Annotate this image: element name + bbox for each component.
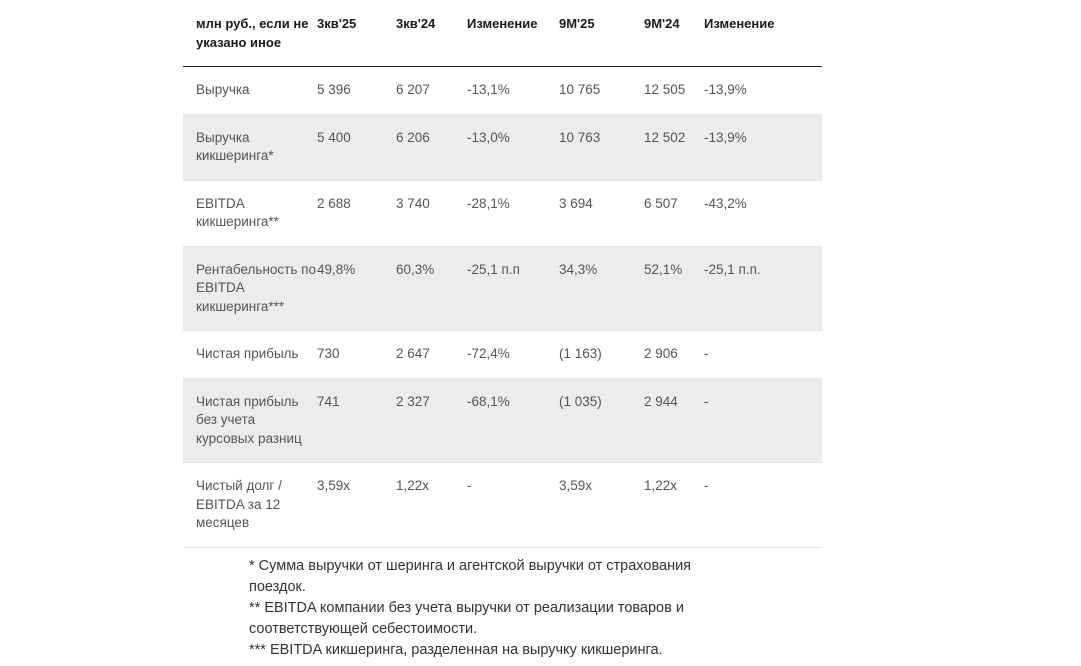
header-metric: млн руб., если не указано иное <box>183 0 317 67</box>
cell-value: (1 035) <box>559 378 644 463</box>
table-row <box>183 114 822 180</box>
cell-value: 10 763 <box>559 114 644 180</box>
header-change-q: Изменение <box>467 0 559 67</box>
cell-value: -68,1% <box>467 378 559 463</box>
cell-value: 1,22x <box>644 463 704 548</box>
cell-value: 2 944 <box>644 378 704 463</box>
cell-value: 2 647 <box>396 331 467 379</box>
cell-value: 12 505 <box>644 67 704 115</box>
table-row <box>183 331 822 379</box>
cell-value: -13,9% <box>704 67 822 115</box>
cell-value: - <box>704 378 822 463</box>
footnotes <box>249 556 719 661</box>
header-change-9m: Изменение <box>704 0 822 67</box>
cell-value: - <box>467 463 559 548</box>
cell-value: 60,3% <box>396 246 467 331</box>
row-label: EBITDA кикшеринга** <box>183 180 317 246</box>
cell-value: 12 502 <box>644 114 704 180</box>
cell-value: 741 <box>317 378 396 463</box>
cell-value: - <box>704 463 822 548</box>
row-label: Чистая прибыль без учета курсовых разниц <box>183 378 317 463</box>
cell-value: -13,1% <box>467 67 559 115</box>
cell-value: -13,0% <box>467 114 559 180</box>
cell-value: -25,1 п.п. <box>704 246 822 331</box>
table-row <box>183 180 822 246</box>
cell-value: 34,3% <box>559 246 644 331</box>
cell-value: -13,9% <box>704 114 822 180</box>
cell-value: -43,2% <box>704 180 822 246</box>
cell-value: 52,1% <box>644 246 704 331</box>
table-row <box>183 246 822 331</box>
table-row <box>183 67 822 115</box>
cell-value: 1,22x <box>396 463 467 548</box>
table-row <box>183 378 822 463</box>
cell-value: 2 327 <box>396 378 467 463</box>
cell-value: -72,4% <box>467 331 559 379</box>
cell-value: 730 <box>317 331 396 379</box>
cell-value: 6 507 <box>644 180 704 246</box>
cell-value: (1 163) <box>559 331 644 379</box>
table-row <box>183 463 822 548</box>
cell-value: 3 694 <box>559 180 644 246</box>
cell-value: 2 906 <box>644 331 704 379</box>
footnote-1: * Сумма выручки от шеринга и агентской выручки от страхования поездок. <box>249 558 692 595</box>
cell-value: 3 740 <box>396 180 467 246</box>
row-label: Выручка кикшеринга* <box>183 114 317 180</box>
cell-value: 6 206 <box>396 114 467 180</box>
cell-value: -25,1 п.п <box>467 246 559 331</box>
row-label: Чистый долг / EBITDA за 12 месяцев <box>183 463 317 548</box>
table-header-row <box>183 0 822 67</box>
footnote-2: ** EBITDA компании без учета выручки от реализации товаров и соответствующей себестоимости. <box>249 600 684 637</box>
header-9m-24: 9M'24 <box>644 0 704 67</box>
financial-table-container <box>183 0 822 548</box>
row-label: Чистая прибыль <box>183 331 317 379</box>
footnote-3: *** EBITDA кикшеринга, разделенная на выручку кикшеринга. <box>249 642 663 658</box>
cell-value: 3,59x <box>559 463 644 548</box>
header-9m-25: 9M'25 <box>559 0 644 67</box>
cell-value: 3,59x <box>317 463 396 548</box>
cell-value: 5 400 <box>317 114 396 180</box>
cell-value: - <box>704 331 822 379</box>
header-q3-24: 3кв'24 <box>396 0 467 67</box>
financial-results-table <box>183 0 822 548</box>
row-label: Рентабельность по EBITDA кикшеринга*** <box>183 246 317 331</box>
header-q3-25: 3кв'25 <box>317 0 396 67</box>
cell-value: -28,1% <box>467 180 559 246</box>
cell-value: 6 207 <box>396 67 467 115</box>
row-label: Выручка <box>183 67 317 115</box>
cell-value: 5 396 <box>317 67 396 115</box>
cell-value: 10 765 <box>559 67 644 115</box>
cell-value: 49,8% <box>317 246 396 331</box>
cell-value: 2 688 <box>317 180 396 246</box>
